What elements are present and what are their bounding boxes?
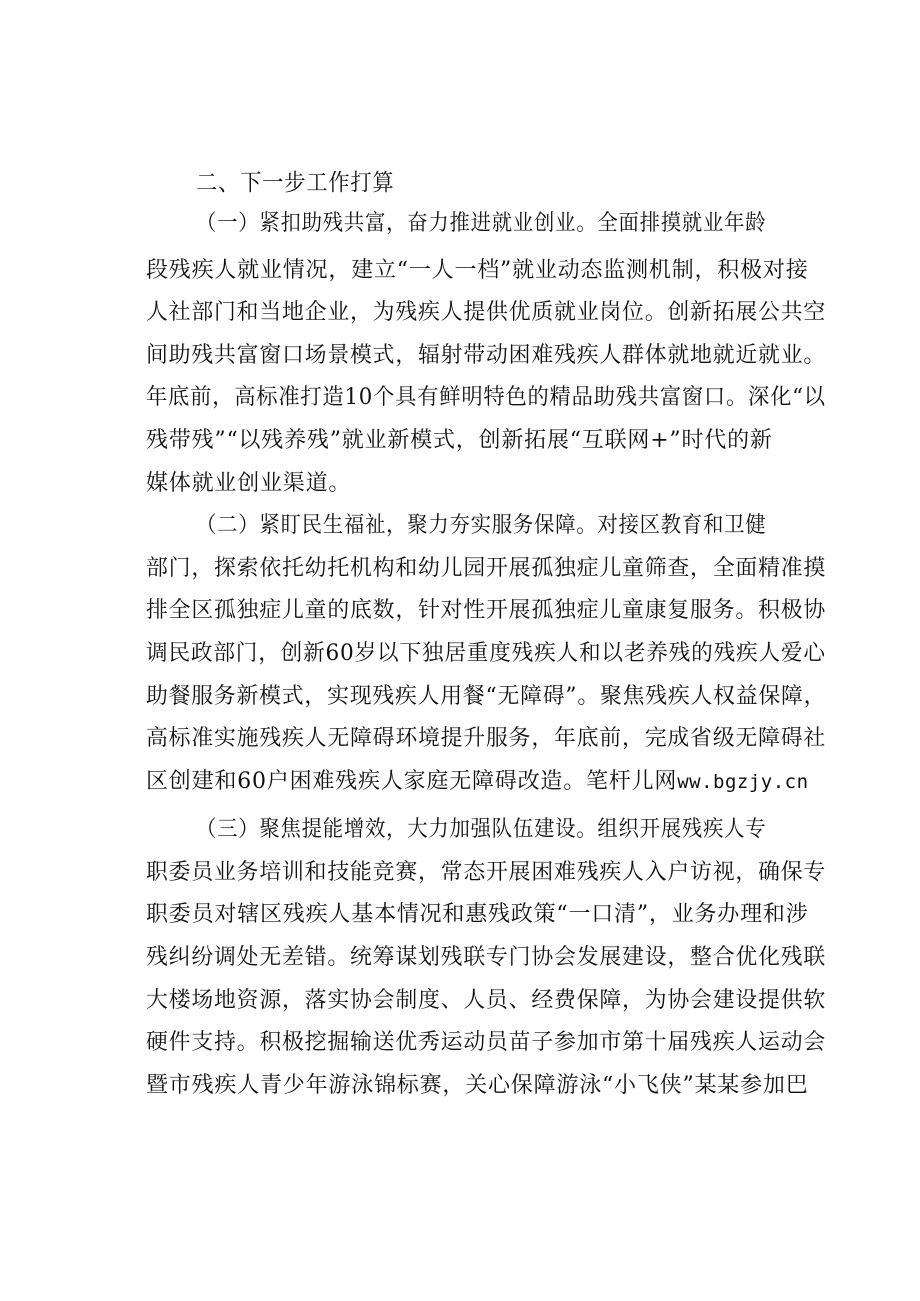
para-1-line-4: 间助残共富窗口场景模式，辐射带动困难残疾人群体就地就近就业。	[146, 343, 827, 368]
para-2-line-3: 排全区孤独症儿童的底数，针对性开展孤独症儿童康复服务。积极协	[146, 598, 827, 623]
para-3-line-7: 暨市残疾人青少年游泳锦标赛，关心保障游泳“小飞侠”某某参加巴	[146, 1073, 809, 1098]
para-2-line-4: 调民政部门，创新60岁以下独居重度残疾人和以老养残的残疾人爱心	[146, 641, 826, 666]
para-2-line-1: （二）紧盯民生福祉，聚力夯实服务保障。对接区教育和卫健	[196, 513, 767, 538]
section-heading: 二、下一步工作打算	[196, 170, 395, 196]
para-3-line-6: 硬件支持。积极挖掘输送优秀运动员苗子参加市第十届残疾人运动会	[146, 1030, 827, 1055]
para-1-line-1: （一）紧扣助残共富，奋力推进就业创业。全面排摸就业年龄	[196, 211, 767, 236]
para-3-line-4: 残纠纷调处无差错。统筹谋划残联专门协会发展建设，整合优化残联	[146, 945, 827, 970]
para-1-line-3: 人社部门和当地企业，为残疾人提供优质就业岗位。创新拓展公共空	[146, 300, 827, 325]
para-3-line-1: （三）聚焦提能增效，大力加强队伍建设。组织开展残疾人专	[196, 817, 767, 842]
para-2-line-7-text: 区创建和60户困难残疾人家庭无障碍改造。笔杆儿网	[146, 769, 678, 794]
para-1-line-7: 媒体就业创业渠道。	[146, 471, 352, 496]
para-1-line-6: 残带残”“以残养残”就业新模式，创新拓展“互联网+”时代的新	[146, 428, 773, 453]
para-3-line-5: 大楼场地资源，落实协会制度、人员、经费保障，为协会建设提供软	[146, 988, 827, 1013]
para-2-line-5: 助餐服务新模式，实现残疾人用餐“无障碍”。聚焦残疾人权益保障，	[146, 684, 827, 709]
para-3-line-2: 职委员业务培训和技能竞赛，常态开展困难残疾人入户访视，确保专	[146, 860, 827, 885]
para-2-line-6: 高标准实施残疾人无障碍环境提升服务，年底前，完成省级无障碍社	[146, 726, 827, 751]
site-watermark: ww.bgzjy.cn	[677, 771, 809, 793]
para-1-line-5: 年底前，高标准打造10个具有鲜明特色的精品助残共富窗口。深化“以	[146, 385, 826, 410]
para-3-line-3: 职委员对辖区残疾人基本情况和惠残政策“一口清”，业务办理和涉	[146, 902, 809, 927]
para-2-line-7	[146, 767, 826, 797]
para-2-line-2: 部门，探索依托幼托机构和幼儿园开展孤独症儿童筛查，全面精准摸	[146, 556, 827, 581]
para-1-line-2: 段残疾人就业情况，建立“一人一档”就业动态监测机制，积极对接	[146, 258, 809, 283]
